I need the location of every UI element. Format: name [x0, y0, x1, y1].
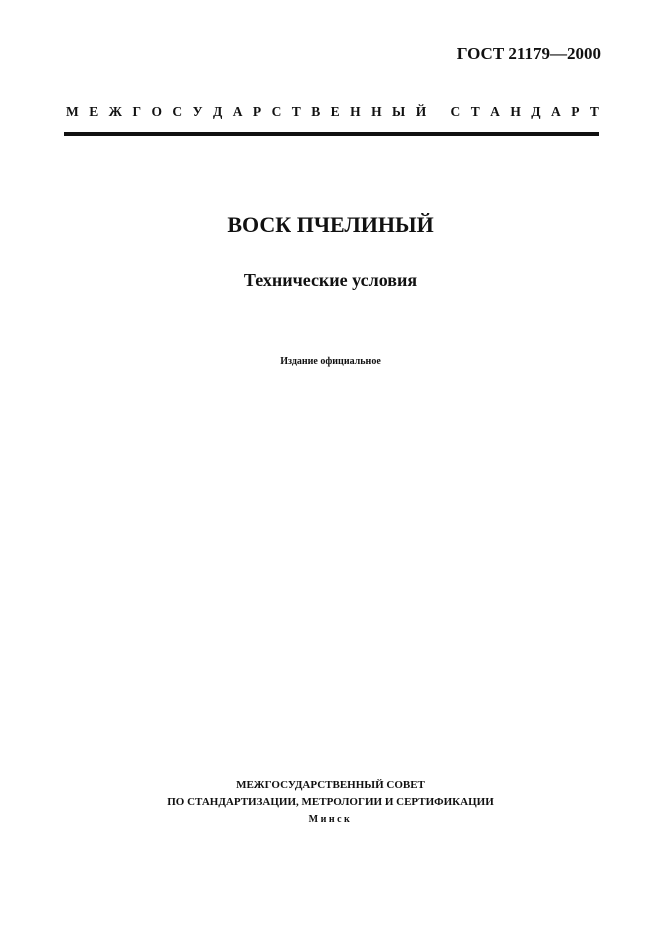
standard-type-heading: [66, 104, 599, 120]
standard-type-letter: Р: [571, 104, 580, 119]
publisher-block: [0, 777, 661, 828]
publisher-line-1: МЕЖГОСУДАРСТВЕННЫЙ СОВЕТ: [236, 779, 425, 791]
standard-type-letter: Т: [589, 104, 599, 119]
standard-type-letter: Н: [371, 104, 382, 119]
standard-type-letter: М: [66, 104, 79, 119]
standard-type-letter: Е: [89, 104, 99, 119]
standard-type-letter: Й: [415, 104, 427, 119]
standard-type-letter: Н: [510, 104, 521, 119]
standard-type-letter: С: [271, 104, 282, 119]
standard-type-letter: Н: [350, 104, 361, 119]
standard-type-letter: Г: [132, 104, 142, 119]
document-title: ВОСК ПЧЕЛИНЫЙ: [227, 212, 434, 237]
standard-type-letter: Т: [470, 104, 480, 119]
edition-note: Издание официальное: [280, 356, 381, 367]
standard-type-space: [437, 104, 440, 120]
standard-type-letter: В: [311, 104, 321, 119]
standard-type-letter: Д: [531, 104, 541, 119]
publisher-line-2: ПО СТАНДАРТИЗАЦИИ, МЕТРОЛОГИИ И СЕРТИФИКАЦИИ: [167, 796, 494, 808]
standard-type-letter: Ж: [108, 104, 122, 119]
standard-type-letter: А: [232, 104, 243, 119]
standard-type-letter: Е: [330, 104, 340, 119]
header-divider: [64, 132, 599, 136]
standard-type-letter: А: [490, 104, 500, 119]
document-subtitle: Технические условия: [243, 270, 418, 290]
publisher-city: Минск: [308, 814, 353, 825]
standard-type-letter: Т: [291, 104, 301, 119]
standard-type-letter: Р: [252, 104, 262, 119]
standard-type-letter: Д: [212, 104, 223, 119]
standard-type-letter: С: [172, 104, 183, 119]
standard-type-letter: С: [450, 104, 461, 119]
standard-type-letter: А: [551, 104, 561, 119]
standard-type-letter: У: [192, 104, 203, 119]
standard-type-letter: О: [151, 104, 162, 119]
standard-type-letter: Ы: [392, 104, 406, 119]
document-designation: ГОСТ 21179—2000: [456, 44, 601, 63]
